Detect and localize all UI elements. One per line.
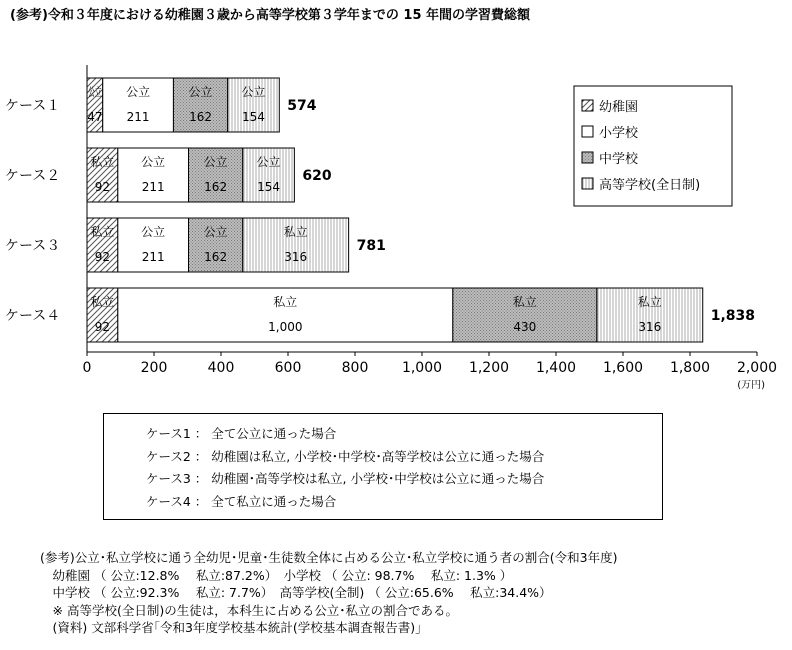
segment-type-label-2-2: 公立 [141, 155, 166, 169]
footer-heading: (参考)公立･私立学校に通う全幼児･児童･生徒数全体に占める公立･私立学校に通う者の割合(令和3年度) [40, 550, 618, 565]
segment-type-label-2-4: 公立 [256, 155, 281, 169]
segment-value-label-4-3: 430 [513, 320, 537, 334]
footer-ratio-1: 幼稚園 （ 公立:12.8% 私立:87.2%） 小学校 （ 公立: 98.7% 私立: 1.3% ） [40, 567, 513, 583]
segment-value-label-1-3: 162 [189, 110, 213, 124]
footer-source: (資料) 文部科学省｢令和3年度学校基本統計(学校基本調査報告書)｣ [40, 620, 422, 635]
x-tick-label-1: 200 [140, 360, 168, 376]
segment-type-label-1-2: 公立 [126, 85, 151, 99]
total-label-4: 1,838 [710, 308, 756, 324]
x-tick-label-9: 1,800 [669, 360, 711, 376]
legend-swatch-4 [582, 178, 593, 189]
x-tick-label-10: 2,000 [736, 360, 778, 376]
note-case-1: ケース1 ： 全て公立に通った場合 [146, 426, 337, 441]
segment-type-label-1-3: 公立 [188, 85, 213, 99]
x-unit-label: (万円) [737, 380, 765, 391]
segment-value-label-2-3: 162 [204, 180, 228, 194]
x-tick-label-2: 400 [207, 360, 235, 376]
footer-ratio-2: 中学校 （ 公立:92.3% 私立: 7.7%） 高等学校(全制) （ 公立:65.6% 私立:34.4%） [40, 585, 552, 600]
footer-note: ※ 高等学校(全日制)の生徒は，本科生に占める公立･私立の割合である。 [40, 602, 458, 618]
segment-value-label-1-2: 211 [126, 110, 150, 124]
category-label-2: ケース２ [5, 168, 61, 184]
note-case-4: ケース4 ： 全て私立に通った場合 [146, 493, 337, 509]
segment-value-label-4-4: 316 [638, 320, 662, 334]
legend-swatch-2 [582, 126, 593, 137]
chart-title: (参考)令和３年度における幼稚園３歳から高等学校第３学年までの 15 年間の学習費総額 [10, 8, 531, 23]
segment-value-label-1-1: 47 [87, 110, 103, 124]
total-label-1: 574 [287, 98, 317, 114]
segment-type-label-4-4: 私立 [637, 295, 662, 309]
total-label-2: 620 [302, 168, 332, 184]
note-case-3: ケース3 ： 幼稚園･高等学校は私立, 小学校･中学校は公立に通った場合 [146, 471, 545, 486]
legend-label-3: 中学校 [599, 152, 639, 167]
legend-swatch-1 [582, 100, 593, 111]
x-tick-label-3: 600 [274, 360, 302, 376]
segment-value-label-1-4: 154 [242, 110, 265, 124]
category-label-1: ケース１ [5, 98, 61, 114]
segment-value-label-2-4: 154 [257, 180, 281, 194]
case-notes-box [103, 413, 663, 520]
segment-value-label-3-2: 211 [141, 250, 165, 264]
x-tick-label-8: 1,600 [602, 360, 644, 376]
reference-footer [40, 549, 617, 637]
segment-type-label-1-4: 公立 [241, 85, 266, 99]
segment-value-label-3-4: 316 [284, 250, 308, 264]
x-tick-label-0: 0 [82, 360, 92, 376]
segment-value-label-3-3: 162 [204, 250, 228, 264]
segment-value-label-4-1: 92 [94, 320, 111, 334]
legend-label-2: 小学校 [599, 126, 639, 141]
x-tick-label-7: 1,400 [535, 360, 577, 376]
segment-type-label-4-3: 私立 [512, 295, 537, 309]
segment-type-label-3-2: 公立 [141, 225, 166, 239]
legend-swatch-3 [582, 152, 593, 163]
segment-type-label-3-4: 私立 [283, 225, 308, 239]
segment-value-label-2-1: 92 [94, 180, 111, 194]
category-label-3: ケース３ [5, 238, 61, 254]
legend-label-4: 高等学校(全日制) [599, 178, 701, 193]
segment-type-label-3-1: 私立 [90, 225, 115, 239]
segment-type-label-4-1: 私立 [90, 295, 115, 309]
segment-type-label-1-1: 公立 [88, 85, 102, 99]
segment-value-label-4-2: 1,000 [268, 320, 303, 334]
total-label-3: 781 [356, 238, 386, 254]
segment-type-label-2-1: 私立 [90, 155, 115, 169]
segment-type-label-4-2: 私立 [273, 295, 298, 309]
x-tick-label-5: 1,000 [401, 360, 443, 376]
segment-value-label-3-1: 92 [94, 250, 111, 264]
x-tick-label-4: 800 [341, 360, 369, 376]
category-label-4: ケース４ [5, 308, 61, 324]
segment-type-label-3-3: 公立 [203, 225, 228, 239]
note-case-2: ケース2 ： 幼稚園は私立, 小学校･中学校･高等学校は公立に通った場合 [146, 448, 545, 464]
x-tick-label-6: 1,200 [468, 360, 510, 376]
legend-label-1: 幼稚園 [599, 100, 639, 115]
segment-type-label-2-3: 公立 [203, 155, 228, 169]
segment-value-label-2-2: 211 [141, 180, 165, 194]
legend [574, 86, 732, 206]
